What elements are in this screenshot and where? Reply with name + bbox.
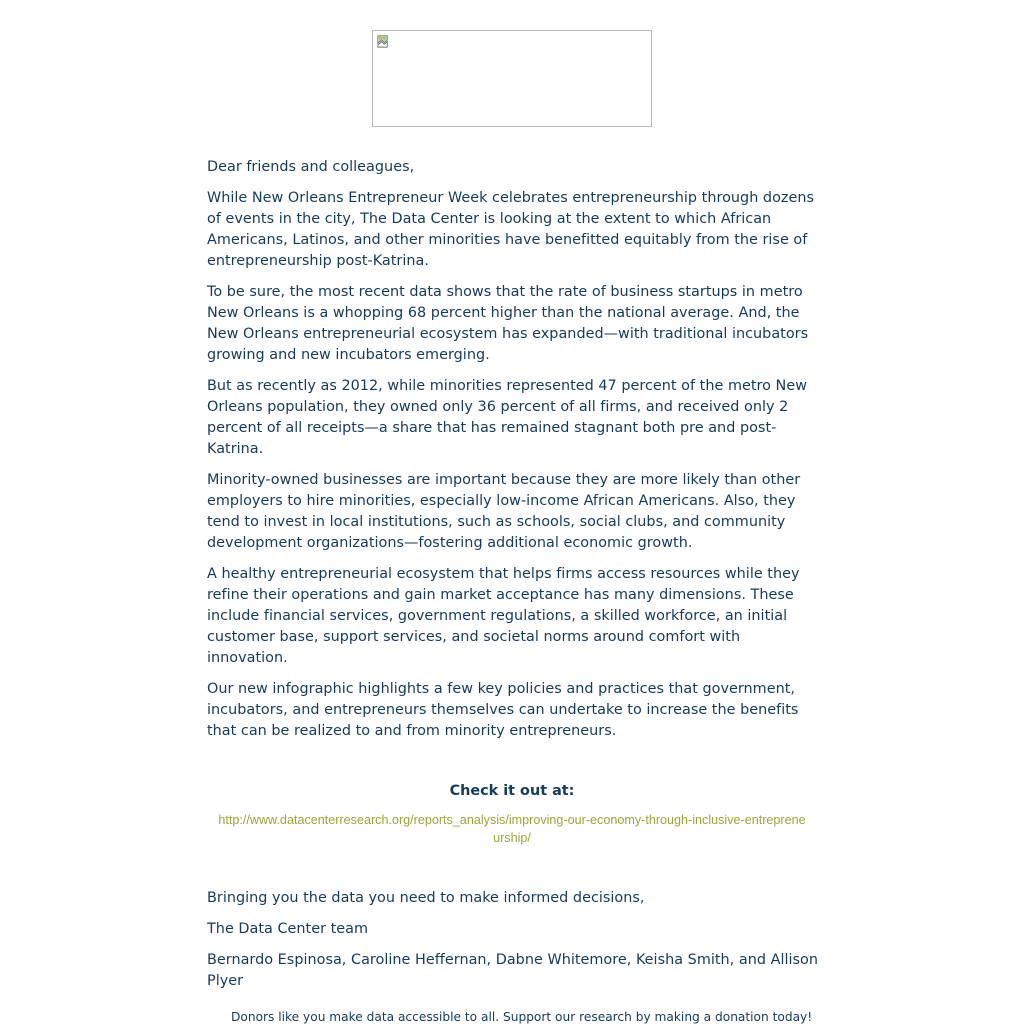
body-paragraph: Minority-owned businesses are important because they are more likely than other employers to hire minorities, especially low-income African Americans. Also, they tend to invest in local institutions, such as schools, social clubs, and community development organizations—fostering additional economic growth. [207, 472, 801, 551]
greeting: Dear friends and colleagues, [207, 159, 415, 175]
body-paragraph: But as recently as 2012, while minorities represented 47 percent of the metro New Orleans population, they owned only 36 percent of all firms, and received only 2 percent of all receipts—a share that has remained stagnant both pre and post-Katrina. [207, 378, 808, 457]
staff-names: Bernardo Espinosa, Caroline Heffernan, Dabne Whitemore, Keisha Smith, and Allison Plyer [207, 952, 818, 989]
body-paragraph: Our new infographic highlights a few key policies and practices that government, incubators, and entrepreneurs themselves can undertake to increase the benefits that can be realized to and from minority entrepreneurs. [207, 681, 799, 739]
header-logo-image [372, 30, 652, 127]
closing-line: Bringing you the data you need to make informed decisions, [207, 890, 645, 906]
broken-image-icon [376, 34, 391, 49]
donation-appeal[interactable]: Donors like you make data accessible to all. Support our research by making a donation today! [231, 1010, 813, 1024]
body-paragraph: To be sure, the most recent data shows that the rate of business startups in metro New Orleans is a whopping 68 percent higher than the national average. And, the New Orleans entrepreneurial ecosystem has expanded—with traditional incubators growing and new incubators emerging. [207, 284, 809, 363]
email-body [207, 157, 822, 1002]
team-name: The Data Center team [207, 921, 369, 937]
body-paragraph: A healthy entrepreneurial ecosystem that helps firms access resources while they refine their operations and gain market acceptance has many dimensions. These include financial services, government regulations, a skilled workforce, an initial customer base, support services, and societal norms around comfort with innovation. [207, 566, 800, 666]
infographic-link[interactable]: http://www.datacenterresearch.org/reports_analysis/improving-our-economy-through-inclusive-entrepreneurship/ [218, 813, 806, 845]
cta-heading: Check it out at: [449, 783, 575, 799]
signoff [207, 888, 822, 992]
body-paragraph: While New Orleans Entrepreneur Week celebrates entrepreneurship through dozens of events in the city, The Data Center is looking at the extent to which African Americans, Latinos, and other minorities have benefitted equitably from the rise of entrepreneurship post-Katrina. [207, 190, 815, 269]
call-to-action [207, 781, 817, 847]
